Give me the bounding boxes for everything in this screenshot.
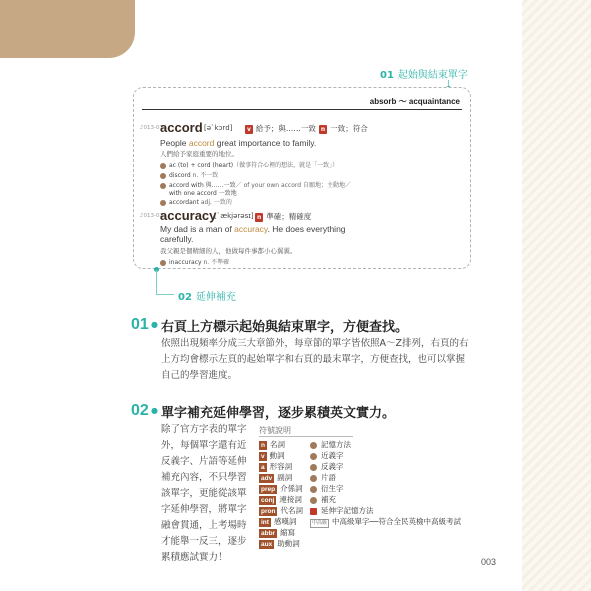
supplement-item: ac (to) + cord (heart)（做事符合心裡的想法，就是「一致」） xyxy=(160,160,338,169)
legend-item: 近義字 xyxy=(310,450,344,461)
supplement-icon xyxy=(310,497,317,504)
level-badge: 中高級 xyxy=(312,520,328,526)
callout-line xyxy=(156,294,174,295)
definition xyxy=(252,211,311,222)
callout-number: 02 xyxy=(178,292,192,303)
phonetic: [ə`kɔrd] xyxy=(204,124,233,132)
callout-number: 01 xyxy=(380,70,394,81)
callout-label: 延伸補充 xyxy=(195,292,236,303)
phonetic: [`ækjərəsɪ] xyxy=(214,212,254,220)
extended-memory-icon xyxy=(310,508,317,515)
section-number: 01 xyxy=(131,316,149,333)
definition-text: 準確；精確度 xyxy=(266,212,312,221)
legend-item: int 感嘆詞 xyxy=(261,517,297,526)
example-translation: 我父親是個精細的人，他做每件事都小心翼翼。 xyxy=(160,247,297,255)
legend-item: 片語 xyxy=(310,472,336,483)
definition-text: 給予；與……一致 xyxy=(255,124,316,133)
legend-item: 衍生字 xyxy=(310,483,344,494)
legend-item: aux 助動詞 xyxy=(261,539,300,548)
bullet-icon xyxy=(160,163,166,169)
callout-extended-supplement xyxy=(178,288,236,303)
synonym-icon xyxy=(310,453,317,460)
legend-item: 補充 xyxy=(310,494,336,505)
section-body: 除了官方字表的單字 外，每個單字還有近 反義字、片語等延伸 補充內容，不只學習 該單字，更能從該單 字延伸學習，將單字 融會貫通，上考場時 才能舉一反三，逐步 累積應試實力！ xyxy=(161,424,247,563)
section-title: 右頁上方標示起始與結束單字，方便查找。 xyxy=(161,320,409,335)
bullet-icon xyxy=(160,173,166,179)
derivative-icon xyxy=(310,486,317,493)
section-number: 02 xyxy=(131,402,149,419)
sample-dictionary-page xyxy=(133,87,471,269)
section-title: 單字補充延伸學習，逐步累積英文實力。 xyxy=(161,406,396,421)
definition xyxy=(242,123,368,134)
memory-method-icon xyxy=(310,442,317,449)
legend-item: conj 連接詞 xyxy=(261,495,302,504)
headword: accord xyxy=(160,120,203,135)
bullet-icon xyxy=(160,260,166,266)
phrase-icon xyxy=(310,475,317,482)
audio-track-code: ♪013-02 xyxy=(140,213,163,219)
example-sentence: People accord great importance to family. xyxy=(160,138,317,148)
legend-item: 記憶方法 xyxy=(310,439,351,450)
callout-start-end-words xyxy=(380,66,468,81)
supplement-item: discord n. 不一致 xyxy=(160,170,218,179)
word-range: absorb ～ acquaintance xyxy=(369,97,460,106)
corner-tab xyxy=(0,0,135,58)
callout-label: 起始與結束單字 xyxy=(397,70,468,81)
headword: accuracy xyxy=(160,208,217,223)
legend-item: a 形容詞 xyxy=(261,462,293,471)
legend-item: 反義字 xyxy=(310,461,344,472)
legend-item: abbr 縮寫 xyxy=(261,528,296,537)
antonym-icon xyxy=(310,464,317,471)
legend-item: prep 介係詞 xyxy=(261,484,303,493)
divider xyxy=(142,109,462,110)
section-body: 依照出現頻率分成三大章節外，每章節的單字皆依照A～Z排列，右頁的右 上方均會標示左頁的起始單字和右頁的最末單字，方便查找，也可以掌握 自己的學習進度。 xyxy=(161,338,469,381)
pos-tag: n xyxy=(257,213,262,221)
legend-item: 中高級 中高級單字──符合全民英檢中高級考試 xyxy=(312,517,462,526)
definition-text: 一致；符合 xyxy=(330,124,368,133)
supplement-item: accord with 與……一致／ of your own accord 自願地；主動地／ xyxy=(160,180,351,189)
legend-title: 符號說明 xyxy=(259,426,291,435)
legend-divider xyxy=(259,436,353,437)
example-translation: 人們給予家庭重要的地位。 xyxy=(160,150,238,158)
legend-item: adv 副詞 xyxy=(261,473,293,482)
callout-line xyxy=(156,270,157,294)
legend-item: pron 代名詞 xyxy=(261,506,303,515)
supplement-item: accordant adj. 一致的 xyxy=(160,197,232,206)
bullet-icon xyxy=(160,200,166,206)
legend-item: n 名詞 xyxy=(261,440,285,449)
legend-item: v 動詞 xyxy=(261,451,285,460)
legend-item: 延伸字記憶方法 xyxy=(310,505,374,516)
pos-tag: v xyxy=(247,125,251,133)
pos-tag: n xyxy=(320,125,326,133)
example-sentence: My dad is a man of accuracy. He does everything carefully. xyxy=(160,224,346,244)
section-dot: ● xyxy=(151,320,158,329)
section-dot: ● xyxy=(151,406,158,415)
supplement-item: with one accord 一致地 xyxy=(169,190,237,197)
supplement-item: inaccuracy n. 不準確 xyxy=(160,257,229,266)
page-number: 003 xyxy=(481,557,497,567)
bullet-icon xyxy=(160,183,166,189)
audio-track-code: ♪013-01 xyxy=(140,125,163,131)
